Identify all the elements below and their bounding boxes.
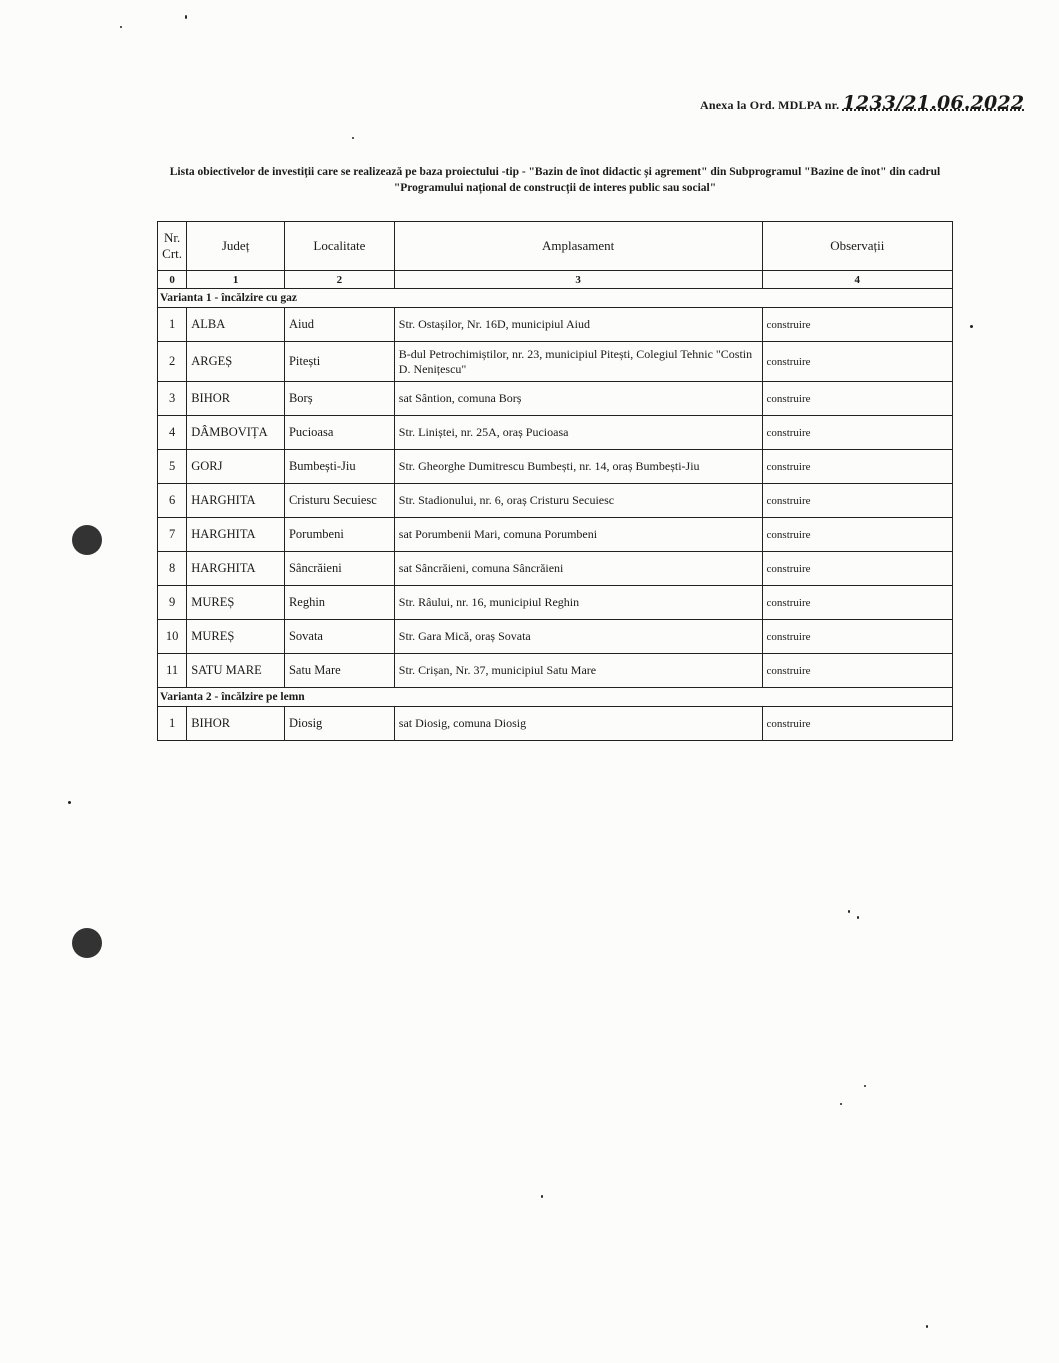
cell-nr: 11 bbox=[158, 654, 187, 688]
cell-amplasament: Str. Liniștei, nr. 25A, oraș Pucioasa bbox=[394, 416, 762, 450]
cell-judet: HARGHITA bbox=[187, 484, 285, 518]
scan-speck bbox=[68, 801, 71, 804]
variant-2-label: Varianta 2 - încălzire pe lemn bbox=[158, 688, 953, 707]
index-cell: 0 bbox=[158, 271, 187, 289]
punch-hole bbox=[72, 928, 102, 958]
cell-nr: 2 bbox=[158, 342, 187, 382]
cell-observatii: construire bbox=[762, 382, 952, 416]
table-row bbox=[158, 382, 953, 416]
table-row bbox=[158, 620, 953, 654]
table-row bbox=[158, 552, 953, 586]
cell-observatii: construire bbox=[762, 484, 952, 518]
cell-localitate: Reghin bbox=[284, 586, 394, 620]
cell-observatii: construire bbox=[762, 518, 952, 552]
table-row bbox=[158, 586, 953, 620]
cell-judet: GORJ bbox=[187, 450, 285, 484]
variant-1-label: Varianta 1 - încălzire cu gaz bbox=[158, 289, 953, 308]
cell-observatii: construire bbox=[762, 654, 952, 688]
table-row bbox=[158, 342, 953, 382]
cell-nr: 5 bbox=[158, 450, 187, 484]
cell-judet: ARGEȘ bbox=[187, 342, 285, 382]
variant-1-heading bbox=[158, 289, 953, 308]
scan-speck bbox=[926, 1325, 928, 1328]
cell-localitate: Pucioasa bbox=[284, 416, 394, 450]
cell-judet: MUREȘ bbox=[187, 620, 285, 654]
cell-nr: 9 bbox=[158, 586, 187, 620]
cell-amplasament: Str. Gara Mică, oraș Sovata bbox=[394, 620, 762, 654]
cell-observatii: construire bbox=[762, 552, 952, 586]
cell-observatii: construire bbox=[762, 416, 952, 450]
cell-nr: 8 bbox=[158, 552, 187, 586]
scan-speck bbox=[848, 910, 850, 913]
cell-localitate: Sovata bbox=[284, 620, 394, 654]
cell-localitate: Satu Mare bbox=[284, 654, 394, 688]
cell-amplasament: Str. Stadionului, nr. 6, oraș Cristuru Secuiesc bbox=[394, 484, 762, 518]
scan-speck bbox=[857, 916, 859, 919]
punch-hole bbox=[72, 525, 102, 555]
cell-amplasament: sat Porumbenii Mari, comuna Porumbeni bbox=[394, 518, 762, 552]
cell-observatii: construire bbox=[762, 707, 952, 741]
cell-amplasament: sat Sâncrăieni, comuna Sâncrăieni bbox=[394, 552, 762, 586]
cell-nr: 4 bbox=[158, 416, 187, 450]
header-amplasament: Amplasament bbox=[394, 222, 762, 271]
cell-observatii: construire bbox=[762, 308, 952, 342]
cell-amplasament: Str. Ostașilor, Nr. 16D, municipiul Aiud bbox=[394, 308, 762, 342]
index-cell: 1 bbox=[187, 271, 285, 289]
cell-nr: 6 bbox=[158, 484, 187, 518]
table-row bbox=[158, 308, 953, 342]
index-cell: 4 bbox=[762, 271, 952, 289]
scan-speck bbox=[840, 1103, 842, 1105]
table-row bbox=[158, 707, 953, 741]
scan-speck bbox=[185, 15, 187, 19]
scan-speck bbox=[970, 325, 973, 328]
cell-judet: HARGHITA bbox=[187, 518, 285, 552]
cell-judet: MUREȘ bbox=[187, 586, 285, 620]
variant-2-heading bbox=[158, 688, 953, 707]
cell-nr: 10 bbox=[158, 620, 187, 654]
cell-judet: DÂMBOVIȚA bbox=[187, 416, 285, 450]
table-row bbox=[158, 484, 953, 518]
header-judet: Județ bbox=[187, 222, 285, 271]
cell-localitate: Diosig bbox=[284, 707, 394, 741]
header-localitate: Localitate bbox=[284, 222, 394, 271]
annex-reference bbox=[700, 92, 1030, 114]
table-header-row bbox=[158, 222, 953, 271]
annex-prefix: Anexa la Ord. MDLPA nr. bbox=[700, 98, 840, 112]
cell-amplasament: B-dul Petrochimiștilor, nr. 23, municipiul Pitești, Colegiul Tehnic "Costin D. Nenițescu" bbox=[394, 342, 762, 382]
index-cell: 3 bbox=[394, 271, 762, 289]
scan-speck bbox=[352, 137, 354, 139]
cell-amplasament: Str. Râului, nr. 16, municipiul Reghin bbox=[394, 586, 762, 620]
cell-localitate: Pitești bbox=[284, 342, 394, 382]
cell-judet: HARGHITA bbox=[187, 552, 285, 586]
header-nr: Nr. Crt. bbox=[158, 222, 187, 271]
cell-localitate: Sâncrăieni bbox=[284, 552, 394, 586]
table-row bbox=[158, 416, 953, 450]
annex-handwritten-number: 1233/21.06.2022 bbox=[842, 92, 1025, 114]
cell-localitate: Bumbești-Jiu bbox=[284, 450, 394, 484]
table-row bbox=[158, 518, 953, 552]
cell-judet: SATU MARE bbox=[187, 654, 285, 688]
cell-observatii: construire bbox=[762, 450, 952, 484]
table-row bbox=[158, 654, 953, 688]
document-title: Lista obiectivelor de investiții care se realizează pe baza proiectului -tip - "Bazin de înot didactic și agrement" din Subprogramul "Bazine de înot" din cadrul "Programului național de construcții de interes public sau social" bbox=[169, 166, 941, 194]
cell-localitate: Cristuru Secuiesc bbox=[284, 484, 394, 518]
cell-judet: ALBA bbox=[187, 308, 285, 342]
cell-observatii: construire bbox=[762, 586, 952, 620]
cell-nr: 1 bbox=[158, 308, 187, 342]
table-index-row bbox=[158, 271, 953, 289]
cell-localitate: Aiud bbox=[284, 308, 394, 342]
cell-localitate: Porumbeni bbox=[284, 518, 394, 552]
investment-table bbox=[157, 221, 953, 741]
cell-localitate: Borș bbox=[284, 382, 394, 416]
cell-observatii: construire bbox=[762, 342, 952, 382]
cell-amplasament: Str. Gheorghe Dumitrescu Bumbești, nr. 14, oraș Bumbești-Jiu bbox=[394, 450, 762, 484]
cell-nr: 7 bbox=[158, 518, 187, 552]
index-cell: 2 bbox=[284, 271, 394, 289]
cell-amplasament: sat Diosig, comuna Diosig bbox=[394, 707, 762, 741]
scan-speck bbox=[541, 1195, 543, 1198]
cell-amplasament: sat Sântion, comuna Borș bbox=[394, 382, 762, 416]
cell-amplasament: Str. Crișan, Nr. 37, municipiul Satu Mare bbox=[394, 654, 762, 688]
header-observatii: Observații bbox=[762, 222, 952, 271]
scan-speck bbox=[864, 1085, 866, 1087]
table-row bbox=[158, 450, 953, 484]
cell-observatii: construire bbox=[762, 620, 952, 654]
cell-judet: BIHOR bbox=[187, 382, 285, 416]
cell-judet: BIHOR bbox=[187, 707, 285, 741]
cell-nr: 3 bbox=[158, 382, 187, 416]
scan-speck bbox=[120, 26, 122, 28]
cell-nr: 1 bbox=[158, 707, 187, 741]
